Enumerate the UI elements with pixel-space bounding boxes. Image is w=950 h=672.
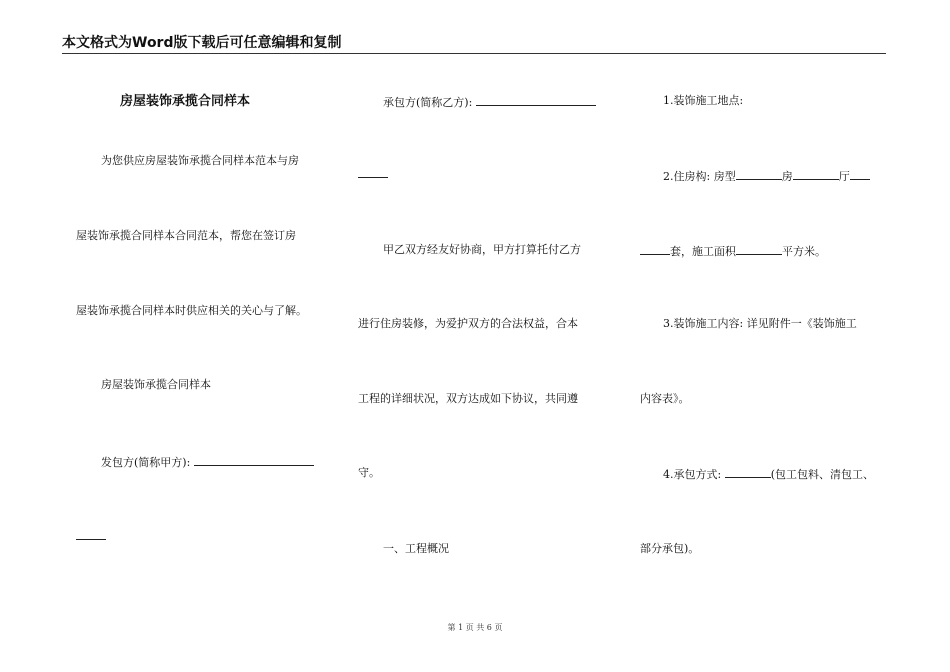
party-a-line: [101, 454, 314, 470]
contract-type-blank: [725, 466, 771, 478]
intro-line-1: 为您供应房屋装饰承揽合同样本范本与房: [101, 154, 299, 167]
hall-trailing-blank: [850, 168, 870, 180]
item-1-location: 1.装饰施工地点:: [663, 94, 744, 107]
agreement-line-3: 工程的详细状况，双方达成如下协议，共同遵: [358, 392, 578, 405]
party-a-blank-2: [76, 528, 106, 540]
party-a-continuation: [76, 528, 106, 544]
intro-line-3: 屋装饰承揽合同样本时供应相关的关心与了解。: [76, 304, 307, 317]
agreement-line-4: 守。: [358, 466, 380, 479]
section-subtitle: 房屋装饰承揽合同样本: [101, 378, 211, 391]
item-3-continuation: 内容表》。: [640, 392, 690, 405]
party-b-blank-2: [358, 166, 388, 178]
halls-blank: [793, 168, 839, 180]
item-3-content: 3.装饰施工内容: 详见附件一《装饰施工: [663, 317, 857, 330]
item-2-unit: 平方米。: [782, 245, 826, 258]
item-2-label: 2.住房构: 房型: [663, 170, 736, 183]
item-2-hall: 厅: [838, 170, 850, 183]
party-b-label: 承包方(简称乙方):: [383, 96, 473, 109]
section-heading-project-overview: 一、工程概况: [383, 542, 449, 555]
party-b-line: [383, 94, 596, 110]
page-number: 第 1 页 共 6 页: [447, 623, 503, 632]
agreement-line-2: 进行住房装修，为爱护双方的合法权益，合本: [358, 317, 578, 330]
area-blank: [736, 243, 782, 255]
intro-line-2: 屋装饰承揽合同样本合同范本，帮您在签订房: [76, 229, 296, 242]
document-title: 房屋装饰承揽合同样本: [120, 94, 251, 109]
sets-blank: [640, 243, 670, 255]
item-4-options: (包工包料、清包工、: [770, 468, 874, 481]
item-2-area-label: 套，施工面积: [670, 245, 736, 258]
party-b-continuation: [358, 166, 388, 182]
item-4-label: 4.承包方式:: [663, 468, 722, 481]
item-2-room: 房: [781, 170, 793, 183]
item-2-continuation: [640, 243, 826, 259]
agreement-line-1: 甲乙双方经友好协商，甲方打算托付乙方: [383, 243, 581, 256]
item-4-contract-type: [663, 466, 874, 482]
item-4-continuation: 部分承包)。: [640, 542, 700, 555]
item-2-housing: [663, 168, 870, 184]
document-header: 本文格式为Word版下载后可任意编辑和复制: [62, 34, 886, 54]
party-b-blank: [476, 94, 596, 106]
rooms-blank: [736, 168, 782, 180]
party-a-blank: [194, 454, 314, 466]
party-a-label: 发包方(简称甲方):: [101, 456, 191, 469]
